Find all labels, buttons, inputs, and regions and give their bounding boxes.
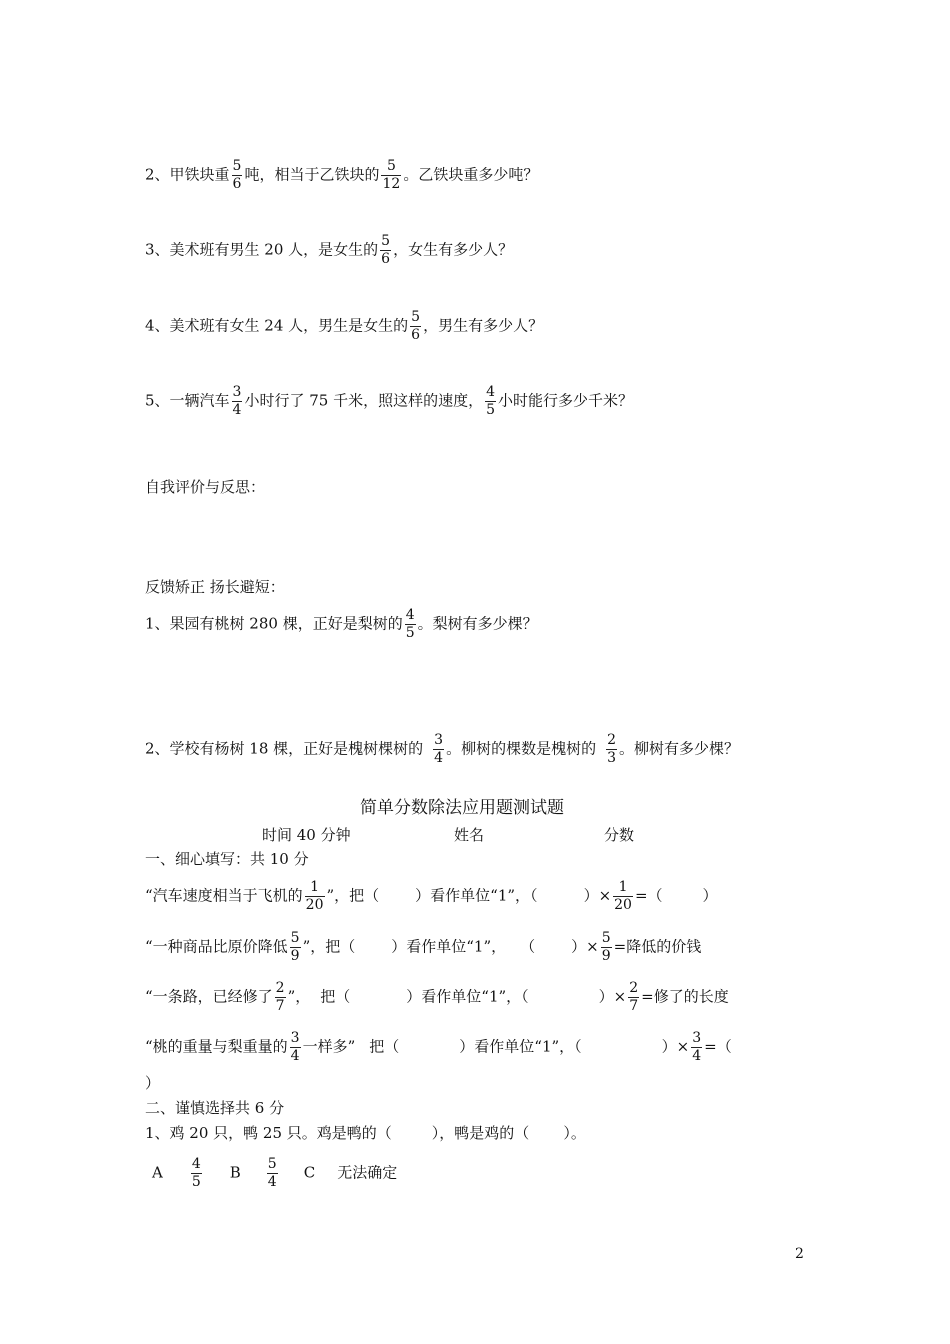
test-title: 简单分数除法应用题测试题 <box>360 798 564 818</box>
test-name-label: 姓名 <box>454 826 485 844</box>
fraction: $\frac{1}{20}$ <box>614 879 632 913</box>
section-1-heading: 一、细心填写：共 10 分 <box>145 850 309 868</box>
fraction: $\frac{1}{20}$ <box>305 879 324 913</box>
option-c-text: 无法确定 <box>337 1163 398 1182</box>
section-2-heading: 二、谨慎选择共 6 分 <box>145 1099 285 1117</box>
option-c-label: C <box>303 1163 316 1182</box>
fraction: $\frac{5}{12}$ <box>382 158 401 192</box>
fraction: $\frac{3}{4}$ <box>692 1030 702 1064</box>
fill-4: “桃的重量与梨重量的 $\frac{3}{4}$ 一样多” 把（ ）看作单位“1”，（ ）× $\frac{3}{4}$ =（ <box>145 1030 732 1064</box>
feedback-heading: 反馈矫正 扬长避短： <box>145 578 285 596</box>
fill-4-close: ） <box>145 1074 161 1092</box>
option-b-fraction: $\frac{5}{4}$ <box>267 1156 277 1190</box>
fraction: $\frac{4}{5}$ <box>486 384 496 418</box>
choice-q1-options <box>152 1156 397 1191</box>
fraction: $\frac{2}{7}$ <box>275 980 285 1014</box>
fraction: $\frac{5}{6}$ <box>411 309 421 343</box>
feedback-q2: 2、学校有杨树 18 棵，正好是槐树棵树的 $\frac{3}{4}$ 。柳树的棵数是槐树的 $\frac{2}{3}$ 。柳树有多少棵？ <box>145 732 740 766</box>
problem-2: 2、甲铁块重 $\frac{5}{6}$ 吨，相当于乙铁块的 $\frac{5}{12}$ 。乙铁块重多少吨？ <box>145 158 539 192</box>
fraction: $\frac{3}{4}$ <box>232 384 242 418</box>
option-a-label: A <box>152 1163 163 1182</box>
fraction: $\frac{3}{4}$ <box>290 1030 300 1064</box>
option-a-fraction: $\frac{4}{5}$ <box>191 1156 201 1190</box>
fraction: $\frac{5}{6}$ <box>381 233 391 267</box>
test-score-label: 分数 <box>604 826 635 844</box>
fraction: $\frac{2}{3}$ <box>607 732 617 766</box>
page-number: 2 <box>795 1246 804 1262</box>
feedback-q1: 1、果园有桃树 280 棵，正好是梨树的 $\frac{4}{5}$ 。梨树有多少棵？ <box>145 607 538 641</box>
fraction: $\frac{4}{5}$ <box>405 607 415 641</box>
problem-3: 3、美术班有男生 20 人，是女生的 $\frac{5}{6}$ ，女生有多少人？ <box>145 233 514 267</box>
choice-q1: 1、鸡 20 只，鸭 25 只。鸡是鸭的（ ），鸭是鸡的（ ）。 <box>145 1124 586 1142</box>
fraction: $\frac{5}{6}$ <box>232 158 242 192</box>
fraction: $\frac{2}{7}$ <box>629 980 639 1014</box>
fraction: $\frac{5}{9}$ <box>601 930 611 964</box>
option-b-label: B <box>229 1163 241 1182</box>
fill-2: “一种商品比原价降低 $\frac{5}{9}$ ”，把（ ）看作单位“1”， （ ）× $\frac{5}{9}$ =降低的价钱 <box>145 930 702 964</box>
test-time: 时间 40 分钟 <box>262 826 351 844</box>
problem-4: 4、美术班有女生 24 人，男生是女生的 $\frac{5}{6}$ ，男生有多少人？ <box>145 309 544 343</box>
fill-1: “汽车速度相当于飞机的 $\frac{1}{20}$ ”，把（ ）看作单位“1”，（ ）× $\frac{1}{20}$ =（ ） <box>145 879 718 913</box>
problem-5: 5、一辆汽车 $\frac{3}{4}$ 小时行了 75 千米，照这样的速度， $\frac{4}{5}$ 小时能行多少千米？ <box>145 384 634 418</box>
fraction: $\frac{3}{4}$ <box>434 732 444 766</box>
fill-3: “一条路，已经修了 $\frac{2}{7}$ ”， 把（ ）看作单位“1”，（ ）× $\frac{2}{7}$ =修了的长度 <box>145 980 729 1014</box>
fraction: $\frac{5}{9}$ <box>290 930 300 964</box>
reflection-heading: 自我评价与反思： <box>145 478 266 496</box>
